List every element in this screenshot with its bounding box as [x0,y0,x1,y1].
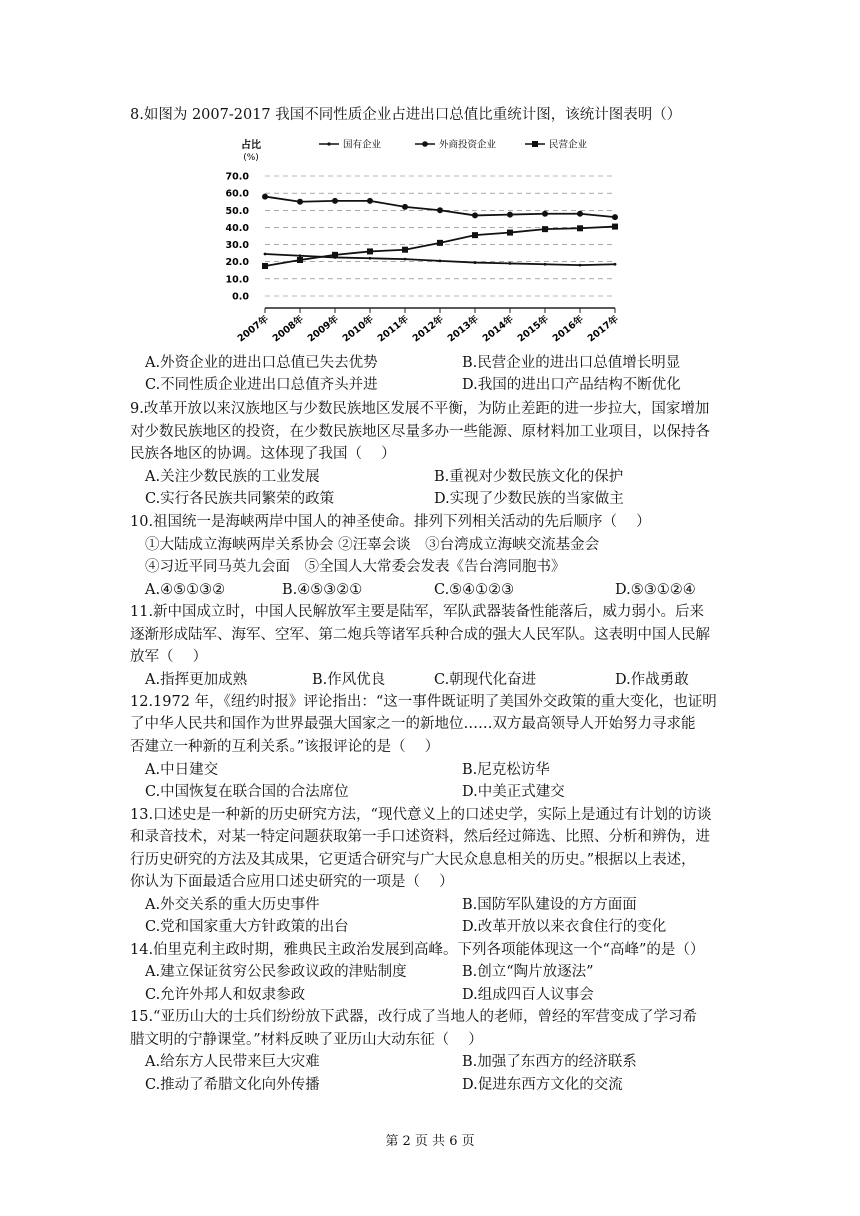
x-tick-label: 2008年 [270,313,306,345]
q14-option-a: A.建立保证贫穷公民参政议政的津贴制度 [145,964,407,980]
q12-option-c: C.中国恢复在联合国的合法席位 [145,784,349,800]
page-footer: 第 2 页 共 6 页 [385,1134,475,1149]
data-point [614,263,617,266]
question-12-line-3: 否建立一种新的互利关系。”该报评论的是（ ） [130,739,440,755]
question-15-line-1: 15.“亚历山大的士兵们纷纷放下武器，改行成了当地人的老师，曾经的军营变成了学习希 [130,1009,697,1025]
question-9-line-1: 9.改革开放以来汉族地区与少数民族地区发展不平衡，为防止差距的进一步拉大，国家增加 [130,401,710,417]
data-point [297,257,303,263]
q14-option-b: B.创立“陶片放逐法” [462,964,594,980]
q12-option-b: B.尼克松访华 [462,762,550,778]
x-tick-label: 2011年 [375,313,411,345]
question-8-stem: 8.如图为 2007-2017 我国不同性质企业占进出口总值比重统计图，该统计图表明（） [130,107,682,123]
q13-option-a: A.外交关系的重大历史事件 [145,897,320,913]
enterprise-share-line-chart [225,132,635,350]
q12-option-d: D.中美正式建交 [462,784,565,800]
q10-option-b: B.④⑤③②① [282,582,363,598]
legend-marker [422,141,428,147]
question-10-line-2: ①大陆成立海峡两岸关系协会 ②汪辜会谈 ③台湾成立海峡交流基金会 [145,537,600,553]
data-point [544,263,547,266]
data-point [402,247,408,253]
q14-option-c: C.允许外邦人和奴隶参政 [145,987,306,1003]
data-point [472,212,478,218]
q11-option-d: D.作战勇敢 [615,672,689,688]
data-point [507,230,513,236]
question-9-line-2: 对少数民族地区的投资，在少数民族地区尽量多办一些能源、原材料加工业项目，以保持各 [130,424,710,440]
data-point [367,248,373,254]
data-point [437,240,443,246]
question-12-line-1: 12.1972 年，《纽约时报》评论指出：“这一事件既证明了美国外交政策的重大变化，也证明 [130,694,717,710]
data-point [332,198,338,204]
y-tick-label: 40.0 [225,222,249,234]
q14-option-d: D.组成四百人议事会 [462,987,594,1003]
data-point [612,214,618,220]
x-tick-label: 2007年 [235,313,271,345]
q11-option-b: B.作风优良 [312,672,386,688]
y-tick-label: 50.0 [225,205,249,217]
data-point [507,212,513,218]
data-point [474,261,477,264]
data-point [579,264,582,267]
data-point [332,252,338,258]
data-point [542,226,548,232]
q10-option-a: A.④⑤①③② [145,582,226,598]
q15-option-c: C.推动了希腊文化向外传播 [145,1077,320,1093]
data-point [509,262,512,265]
q8-option-b: B.民营企业的进出口总值增长明显 [462,355,681,371]
legend-label: 外商投资企业 [439,139,497,151]
x-tick-label: 2013年 [445,313,481,345]
data-point [367,198,373,204]
q8-option-c: C.不同性质企业进出口总值齐头并进 [145,377,378,393]
question-14-line-1: 14.伯里克利主政时期，雅典民主政治发展到高峰。下列各项能体现这一个“高峰”的是（） [130,942,705,958]
legend-marker [327,142,330,145]
q10-option-d: D.⑤③①②④ [615,582,696,598]
x-tick-label: 2017年 [585,313,621,345]
q15-option-a: A.给东方人民带来巨大灾难 [145,1054,320,1070]
data-point [404,258,407,261]
question-11-line-3: 放军（ ） [130,649,208,665]
x-tick-label: 2009年 [305,313,341,345]
q13-option-d: D.改革开放以来衣食住行的变化 [462,919,667,935]
data-point [297,199,303,205]
x-tick-label: 2015年 [515,313,551,345]
y-tick-label: 30.0 [225,240,249,252]
question-12-line-2: 了中华人民共和国作为世界最强大国家之一的新地位……双方最高领导人开始努力寻求能 [130,716,696,732]
legend-marker [532,141,538,147]
q13-option-b: B.国防军队建设的方方面面 [462,897,637,913]
q9-option-d: D.实现了少数民族的当家做主 [434,491,624,507]
question-13-line-4: 你认为下面最适合应用口述史研究的一项是（ ） [130,874,454,890]
x-tick-label: 2016年 [550,313,586,345]
data-point [299,254,302,257]
y-tick-label: 20.0 [225,257,249,269]
data-point [439,259,442,262]
x-tick-label: 2010年 [340,313,376,345]
question-13-line-2: 和录音技术，对某一特定问题获取第一手口述资料，然后经过筛选、比照、分析和辨伪，进 [130,829,710,845]
question-13-line-3: 行历史研究的方法及其成果，它更适合研究与广大民众息息相关的历史。”根据以上表述， [130,852,696,868]
q9-option-c: C.实行各民族共同繁荣的政策 [145,491,335,507]
y-axis-unit: (%) [243,153,259,163]
x-tick-label: 2012年 [410,313,446,345]
y-tick-label: 60.0 [225,188,249,200]
data-point [577,225,583,231]
legend-label: 国有企业 [343,139,382,151]
data-point [437,207,443,213]
question-10-line-1: 10.祖国统一是海峡两岸中国人的神圣使命。排列下列相关活动的先后顺序（ ） [130,514,651,530]
x-tick-label: 2014年 [480,313,516,345]
data-point [402,204,408,210]
q11-option-a: A.指挥更加成熟 [145,672,248,688]
q9-option-b: B.重视对少数民族文化的保护 [434,469,624,485]
data-point [612,224,618,230]
question-9-line-3: 民族各地区的协调。这体现了我国（ ） [130,446,396,462]
y-axis-label: 占比 [241,140,261,151]
question-13-line-1: 13.口述史是一种新的历史研究方法，“现代意义上的口述史学，实际上是通过有计划的访谈 [130,807,712,823]
data-point [262,194,268,200]
question-15-line-2: 腊文明的宁静课堂。”材料反映了亚历山大动东征（ ） [130,1032,483,1048]
q13-option-c: C.党和国家重大方针政策的出台 [145,919,349,935]
y-tick-label: 10.0 [225,274,249,286]
data-point [542,211,548,217]
data-point [577,211,583,217]
q8-option-a: A.外资企业的进出口总值已失去优势 [145,355,378,371]
q15-option-d: D.促进东西方文化的交流 [462,1077,623,1093]
q8-option-d: D.我国的进出口产品结构不断优化 [462,377,681,393]
question-10-line-3: ④习近平同马英九会面 ⑤全国人大常委会发表《告台湾同胞书》 [145,559,566,575]
data-point [369,257,372,260]
q10-option-c: C.⑤④①②③ [434,582,515,598]
data-point [264,253,267,256]
series-line-1 [265,197,615,218]
data-point [472,232,478,238]
question-11-line-2: 逐渐形成陆军、海军、空军、第二炮兵等诸军兵种合成的强大人民军队。这表明中国人民解 [130,627,710,643]
q15-option-b: B.加强了东西方的经济联系 [462,1054,637,1070]
q12-option-a: A.中日建交 [145,762,219,778]
q9-option-a: A.关注少数民族的工业发展 [145,469,320,485]
data-point [262,263,268,269]
question-11-line-1: 11.新中国成立时，中国人民解放军主要是陆军，军队武器装备性能落后，威力弱小。后来 [130,604,705,620]
legend-label: 民营企业 [549,139,588,151]
y-tick-label: 0.0 [232,291,249,303]
y-tick-label: 70.0 [225,171,249,183]
q11-option-c: C.朝现代化奋进 [434,672,537,688]
